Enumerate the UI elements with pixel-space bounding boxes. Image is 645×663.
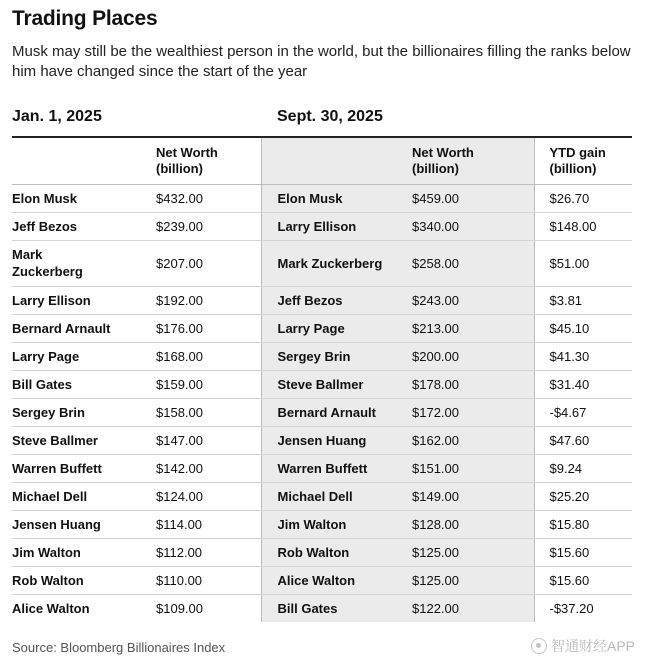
ytd-gain-cell: $26.70: [534, 184, 632, 212]
left-column-heading: Jan. 1, 2025: [12, 108, 102, 125]
ytd-gain-cell: $15.60: [534, 538, 632, 566]
left-net-worth-cell: $168.00: [156, 342, 261, 370]
table-row: [12, 426, 632, 454]
ytd-gain-cell: $25.20: [534, 482, 632, 510]
table-row: [12, 240, 632, 286]
right-net-worth-cell: $200.00: [412, 342, 534, 370]
ytd-gain-cell: $15.60: [534, 566, 632, 594]
header-left-net-worth-label: Net Worth (billion): [156, 144, 218, 176]
table-row: [12, 510, 632, 538]
header-ytd-gain: [534, 137, 632, 184]
right-name-cell: Larry Page: [261, 314, 412, 342]
ytd-gain-cell: $51.00: [534, 240, 632, 286]
right-name-cell: Bernard Arnault: [261, 398, 412, 426]
left-name-cell: Mark Zuckerberg: [12, 240, 156, 286]
chat-bubble-icon: [531, 638, 547, 654]
left-net-worth-cell: $192.00: [156, 286, 261, 314]
left-net-worth-cell: $114.00: [156, 510, 261, 538]
left-name-cell: Bill Gates: [12, 370, 156, 398]
table-row: [12, 398, 632, 426]
watermark: [531, 636, 635, 656]
right-name-cell: Mark Zuckerberg: [261, 240, 412, 286]
header-left-net-worth: [156, 137, 261, 184]
right-name-cell: Warren Buffett: [261, 454, 412, 482]
ytd-gain-cell: -$37.20: [534, 594, 632, 622]
left-net-worth-cell: $112.00: [156, 538, 261, 566]
table-row: [12, 342, 632, 370]
right-name-cell: Michael Dell: [261, 482, 412, 510]
left-net-worth-cell: $142.00: [156, 454, 261, 482]
ytd-gain-cell: $45.10: [534, 314, 632, 342]
right-name-cell: Jim Walton: [261, 510, 412, 538]
ytd-gain-cell: $31.40: [534, 370, 632, 398]
right-column-heading: Sept. 30, 2025: [277, 108, 383, 125]
left-net-worth-cell: $124.00: [156, 482, 261, 510]
left-name-cell: Michael Dell: [12, 482, 156, 510]
right-name-cell: Elon Musk: [261, 184, 412, 212]
right-net-worth-cell: $149.00: [412, 482, 534, 510]
right-net-worth-cell: $340.00: [412, 212, 534, 240]
right-name-cell: Jeff Bezos: [261, 286, 412, 314]
right-net-worth-cell: $459.00: [412, 184, 534, 212]
right-net-worth-cell: $213.00: [412, 314, 534, 342]
right-net-worth-cell: $258.00: [412, 240, 534, 286]
right-name-cell: Jensen Huang: [261, 426, 412, 454]
table-row: [12, 538, 632, 566]
left-net-worth-cell: $109.00: [156, 600, 203, 616]
left-name-cell: Jeff Bezos: [12, 212, 156, 240]
right-name-cell: Sergey Brin: [261, 342, 412, 370]
left-name-cell: Steve Ballmer: [12, 426, 156, 454]
right-net-worth-cell: $125.00: [412, 566, 534, 594]
header-right-name: [261, 137, 412, 184]
right-name-cell: Alice Walton: [261, 566, 412, 594]
header-right-net-worth: [412, 137, 534, 184]
ytd-gain-cell: $9.24: [534, 454, 632, 482]
table-row: [12, 566, 632, 594]
table-row: [12, 212, 632, 240]
table-row: [12, 314, 632, 342]
ytd-gain-cell: -$4.67: [534, 398, 632, 426]
right-name-cell: Larry Ellison: [261, 212, 412, 240]
table-row: [12, 370, 632, 398]
right-name-cell: Rob Walton: [261, 538, 412, 566]
billionaires-table: [12, 136, 632, 622]
right-net-worth-cell: $128.00: [412, 510, 534, 538]
left-net-worth-cell: $159.00: [156, 370, 261, 398]
source-note: Source: Bloomberg Billionaires Index: [12, 640, 226, 655]
right-net-worth-cell: $178.00: [412, 370, 534, 398]
right-name-cell: Steve Ballmer: [261, 370, 412, 398]
page-title: Trading Places: [12, 7, 158, 30]
left-net-worth-cell: $207.00: [156, 240, 261, 286]
left-name-cell: Rob Walton: [12, 566, 156, 594]
table-header-row: [12, 137, 632, 184]
header-ytd-gain-label: YTD gain (billion): [549, 144, 606, 176]
left-net-worth-cell: $110.00: [156, 566, 261, 594]
ytd-gain-cell: $41.30: [534, 342, 632, 370]
table-row: [12, 482, 632, 510]
left-net-worth-cell: $147.00: [156, 426, 261, 454]
header-right-net-worth-label: Net Worth (billion): [412, 144, 474, 176]
table-row: [12, 184, 632, 212]
right-net-worth-cell: $243.00: [412, 286, 534, 314]
right-net-worth-cell: $162.00: [412, 426, 534, 454]
table-row: [12, 286, 632, 314]
watermark-text: 智通财经APP: [550, 638, 635, 654]
left-name-cell: Jensen Huang: [12, 510, 156, 538]
left-name-cell: Jim Walton: [12, 538, 156, 566]
page-subtitle: Musk may still be the wealthiest person in the world, but the billionaires filling the ranks below him have changed since the start of the year: [12, 43, 631, 80]
left-net-worth-cell: $158.00: [156, 398, 261, 426]
left-net-worth-cell: $432.00: [156, 184, 261, 212]
ytd-gain-cell: $47.60: [534, 426, 632, 454]
left-net-worth-cell: $239.00: [156, 212, 261, 240]
left-name-cell: Larry Page: [12, 342, 156, 370]
ytd-gain-cell: $3.81: [534, 286, 632, 314]
left-name-cell: Elon Musk: [12, 184, 156, 212]
table-row: [12, 594, 632, 622]
right-net-worth-cell: $122.00: [412, 594, 534, 622]
left-name-cell: Bernard Arnault: [12, 314, 156, 342]
right-net-worth-cell: $172.00: [412, 398, 534, 426]
left-name-cell: Alice Walton: [12, 600, 90, 616]
left-name-cell: Larry Ellison: [12, 286, 156, 314]
left-name-cell: Warren Buffett: [12, 454, 156, 482]
right-net-worth-cell: $125.00: [412, 538, 534, 566]
right-name-cell: Bill Gates: [261, 594, 412, 622]
header-left-name: [12, 137, 156, 184]
right-net-worth-cell: $151.00: [412, 454, 534, 482]
ytd-gain-cell: $148.00: [534, 212, 632, 240]
ytd-gain-cell: $15.80: [534, 510, 632, 538]
table-row: [12, 454, 632, 482]
left-name-cell: Sergey Brin: [12, 398, 156, 426]
left-net-worth-cell: $176.00: [156, 314, 261, 342]
